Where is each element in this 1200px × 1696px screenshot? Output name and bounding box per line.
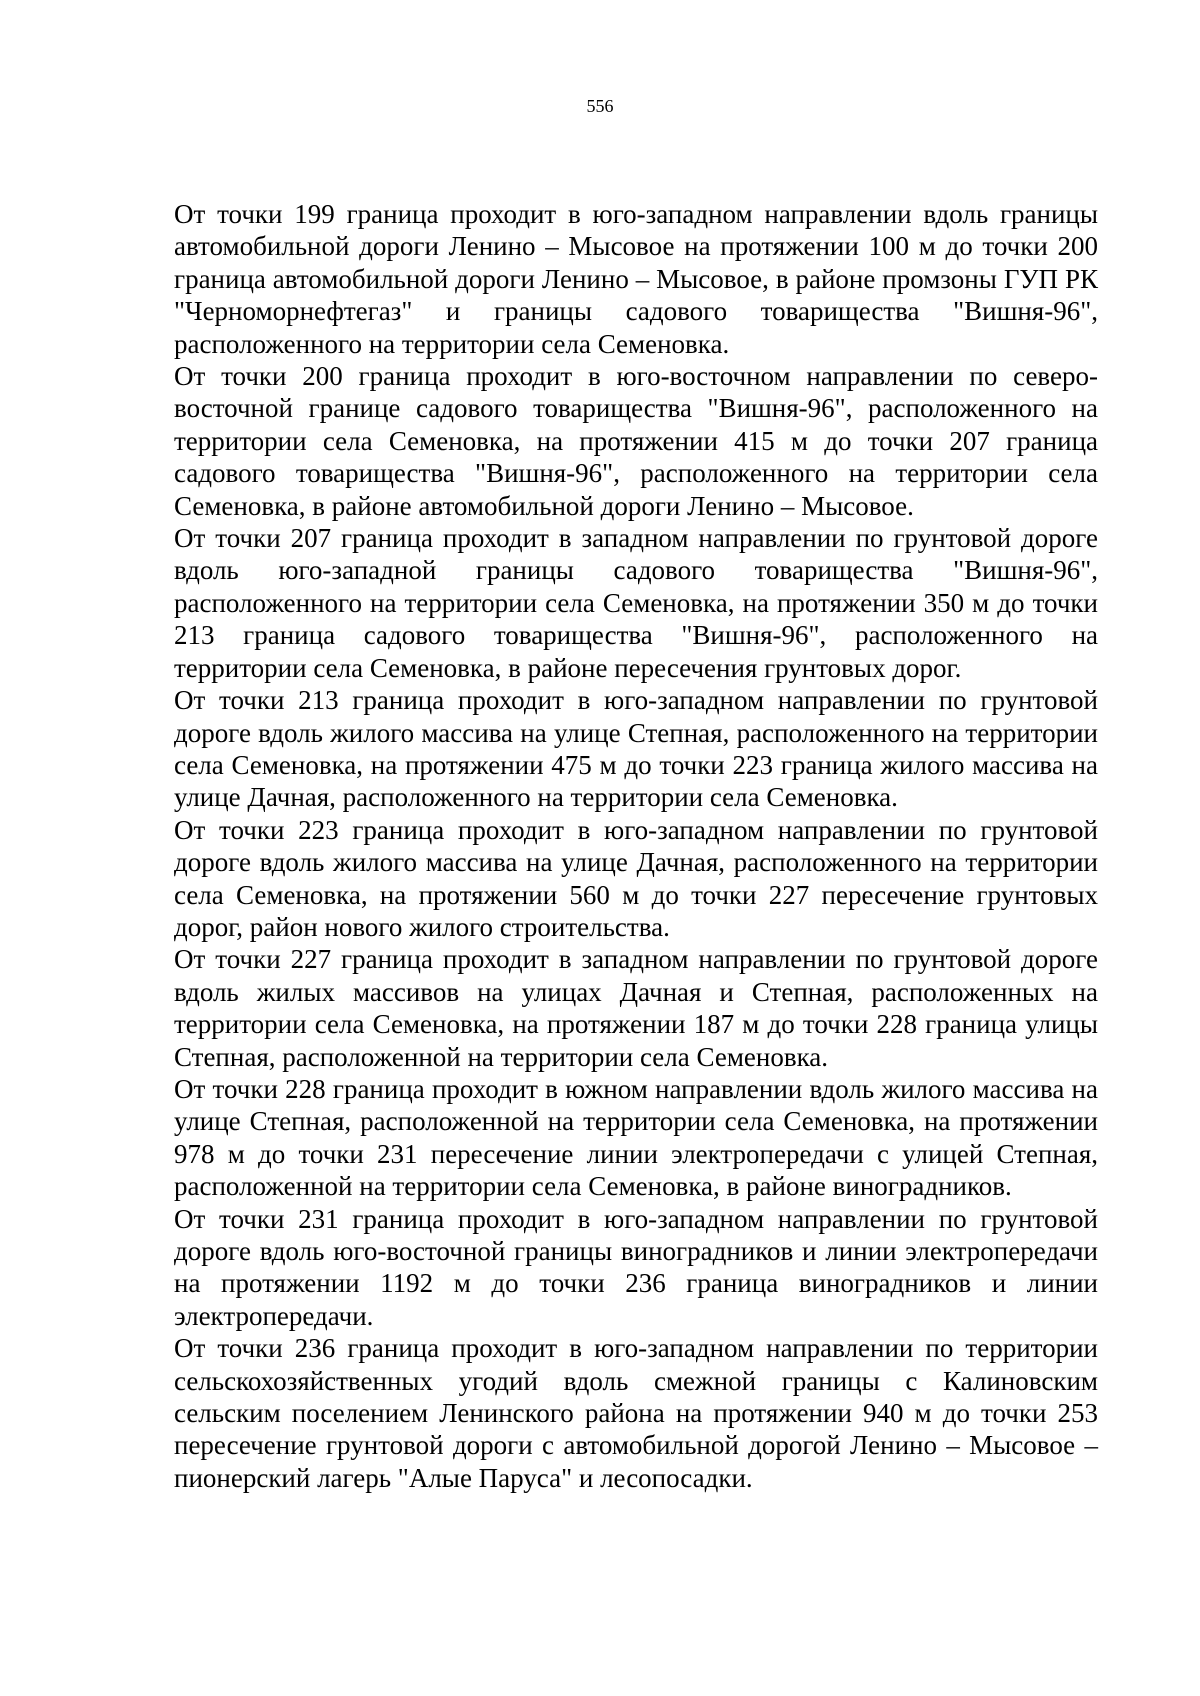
- paragraph-7: От точки 228 граница проходит в южном направлении вдоль жилого массива на улице Степная, расположенной на территории села Семеновка, на протяжении 978 м до точки 231 пересечение линии электропередачи с улицей Степная, расположенной на территории села Семеновка, в районе виноградников.: [174, 1073, 1098, 1202]
- page-number: 556: [586, 96, 614, 116]
- paragraph-3: От точки 207 граница проходит в западном направлении по грунтовой дороге вдоль юго-западной границы садового товарищества "Вишня-96", расположенного на территории села Семеновка, на протяжении 350 м до точки 213 граница садового товарищества "Вишня-96", расположенного на территории села Семеновка, в районе пересечения грунтовых дорог.: [174, 523, 1098, 683]
- paragraph-2: От точки 200 граница проходит в юго-восточном направлении по северо-восточной границе садового товарищества "Вишня-96", расположенного на территории села Семеновка, на протяжении 415 м до точки 207 граница садового товарищества "Вишня-96", расположенного на территории села Семеновка, в районе автомобильной дороги Ленино – Мысовое.: [174, 361, 1098, 521]
- paragraph-6: От точки 227 граница проходит в западном направлении по грунтовой дороге вдоль жилых массивов на улицах Дачная и Степная, расположенных на территории села Семеновка, на протяжении 187 м до точки 228 граница улицы Степная, расположенной на территории села Семеновка.: [174, 944, 1098, 1072]
- document-body: [174, 198, 1098, 1494]
- paragraph-4: От точки 213 граница проходит в юго-западном направлении по грунтовой дороге вдоль жилого массива на улице Степная, расположенного на территории села Семеновка, на протяжении 475 м до точки 223 граница жилого массива на улице Дачная, расположенного на территории села Семеновка.: [174, 685, 1098, 813]
- paragraph-9: От точки 236 граница проходит в юго-западном направлении по территории сельскохозяйственных угодий вдоль смежной границы с Калиновским сельским поселением Ленинского района на протяжении 940 м до точки 253 пересечение грунтовой дороги с автомобильной дорогой Ленино – Мысовое – пионерский лагерь "Алые Паруса" и лесопосадки.: [174, 1333, 1098, 1493]
- paragraph-5: От точки 223 граница проходит в юго-западном направлении по грунтовой дороге вдоль жилого массива на улице Дачная, расположенного на территории села Семеновка, на протяжении 560 м до точки 227 пересечение грунтовых дорог, район нового жилого строительства.: [174, 814, 1098, 942]
- paragraph-8: От точки 231 граница проходит в юго-западном направлении по грунтовой дороге вдоль юго-восточной границы виноградников и линии электропередачи на протяжении 1192 м до точки 236 граница виноградников и линии электропередачи.: [174, 1203, 1098, 1331]
- paragraph-1: От точки 199 граница проходит в юго-западном направлении вдоль границы автомобильной дороги Ленино – Мысовое на протяжении 100 м до точки 200 граница автомобильной дороги Ленино – Мысовое, в районе промзоны ГУП РК "Черноморнефтегаз" и границы садового товарищества "Вишня-96", расположенного на территории села Семеновка.: [174, 199, 1098, 359]
